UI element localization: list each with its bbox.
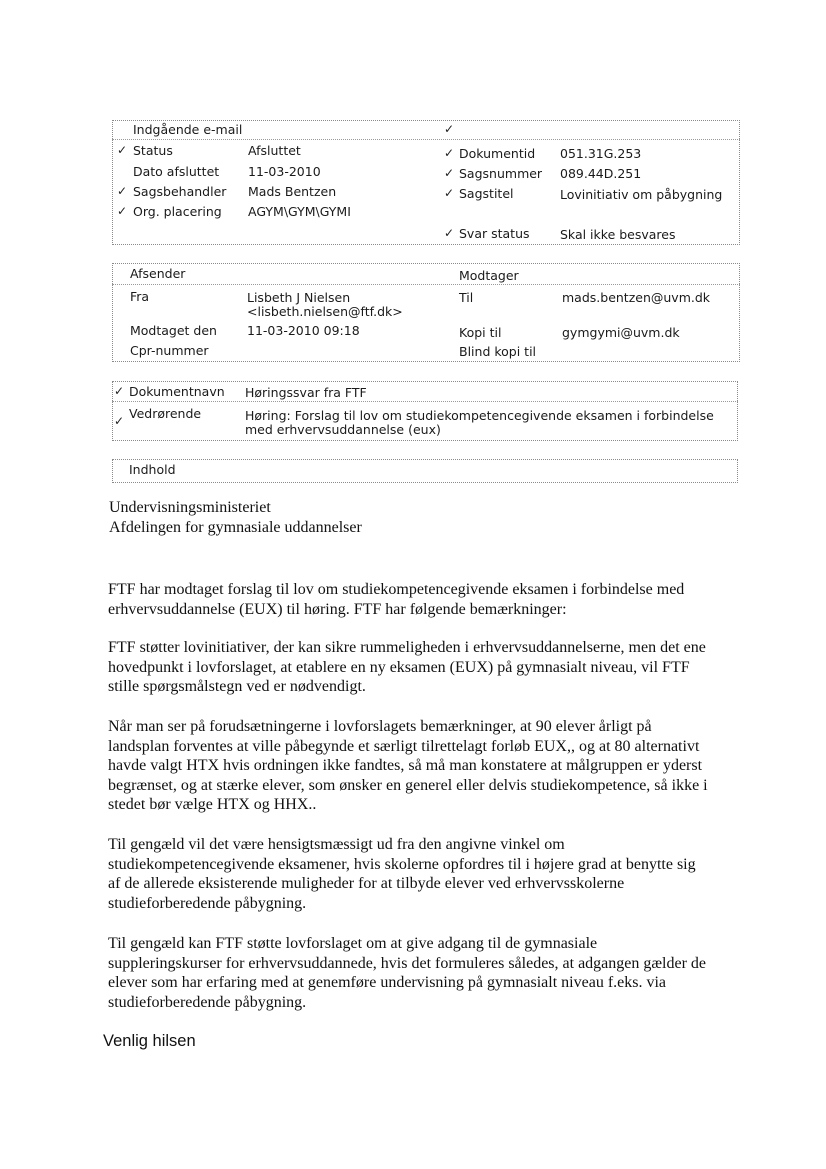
document-id-label: Dokumentid	[459, 146, 536, 161]
case-number-value: 089.44D.251	[560, 166, 642, 181]
cc-label: Kopi til	[459, 325, 502, 340]
case-title-check-icon: ✓	[444, 186, 455, 200]
org-placement-value: AGYM\GYM\GYMI	[248, 204, 351, 219]
paragraph-line: landsplan forventes at ville påbegynde et særligt tilrettelagt forløb EUX,, og at 80 alternativt	[108, 737, 700, 755]
document-id-check-icon: ✓	[444, 146, 455, 160]
received-label: Modtaget den	[130, 323, 217, 338]
paragraph-line: studiekompetencegivende eksamener, hvis skolerne opfordres til i højere grad at benytte sig	[108, 855, 696, 873]
to-label: Til	[459, 290, 474, 305]
paragraph-4	[108, 835, 748, 913]
content-label: Indhold	[129, 462, 176, 477]
from-label: Fra	[130, 289, 150, 304]
from-email: <lisbeth.nielsen@ftf.dk>	[247, 304, 403, 319]
paragraph-1	[108, 580, 748, 619]
to-value: mads.bentzen@uvm.dk	[562, 290, 711, 305]
status-check-icon: ✓	[117, 143, 128, 157]
metadata-header-check-icon: ✓	[444, 122, 455, 136]
cpr-label: Cpr-nummer	[130, 343, 209, 358]
paragraph-line: af de allerede eksisterende muligheder for at tilbyde elever ved erhvervsskolerne	[108, 875, 625, 893]
address-line-1: Undervisningsministeriet	[109, 499, 271, 516]
paragraph-line: studieforberedende påbygning.	[108, 894, 307, 912]
document-name-label: Dokumentnavn	[129, 384, 225, 399]
status-label: Status	[133, 143, 173, 158]
paragraph-line: Når man ser på forudsætningerne i lovforslagets bemærkninger, at 90 elever årligt på	[108, 718, 652, 735]
reply-status-value: Skal ikke besvares	[560, 227, 676, 242]
case-number-check-icon: ✓	[444, 166, 455, 180]
address-line-2: Afdelingen for gymnasiale uddannelser	[109, 519, 362, 536]
case-title-value: Lovinitiativ om påbygning	[560, 187, 723, 202]
document-divider	[112, 401, 738, 402]
paragraph-2	[108, 638, 748, 697]
recipient-header: Modtager	[459, 268, 519, 283]
closing-greeting: Venlig hilsen	[103, 1032, 196, 1050]
paragraph-line: elever som har erfaring med at genemføre undervisning på gymnasialt niveau f.eks. via	[108, 974, 667, 992]
org-placement-label: Org. placering	[133, 204, 222, 219]
paragraph-5	[108, 934, 748, 1012]
paragraph-line: FTF har modtaget forslag til lov om studiekompetencegivende eksamen i forbindelse med	[108, 581, 685, 598]
content-box	[112, 459, 738, 483]
status-value: Afsluttet	[248, 143, 301, 158]
document-name-value: Høringssvar fra FTF	[245, 385, 367, 400]
received-value: 11-03-2010 09:18	[247, 323, 360, 338]
caseworker-value: Mads Bentzen	[248, 184, 337, 199]
paragraph-line: studieforberedende påbygning.	[108, 993, 307, 1011]
paragraph-line: suppleringskurser for erhvervsuddannede, hvis det formuleres således, at adgangen gælder de	[108, 954, 707, 972]
paragraph-line: Til gengæld kan FTF støtte lovforslaget om at give adgang til de gymnasiale	[108, 935, 598, 952]
paragraph-line: stille spørgsmålstegn ved er nødvendigt.	[108, 678, 366, 696]
regarding-check-icon: ✓	[114, 414, 125, 428]
case-title-label: Sagstitel	[459, 186, 514, 201]
case-number-label: Sagsnummer	[459, 166, 543, 181]
regarding-label: Vedrørende	[129, 406, 202, 421]
paragraph-3	[108, 717, 748, 815]
paragraph-line: FTF støtter lovinitiativer, der kan sikre rummeligheden i erhvervsuddannelserne, men det ene	[108, 639, 706, 656]
document-id-value: 051.31G.253	[560, 146, 642, 161]
paragraph-line: havde valgt HTX hvis ordningen ikke fandtes, så må man konstatere at målgruppen er yderst	[108, 757, 703, 775]
paragraph-line: erhvervsuddannelse (EUX) til høring. FTF har følgende bemærkninger:	[108, 600, 567, 618]
date-closed-label: Dato afsluttet	[133, 164, 220, 179]
reply-status-label: Svar status	[459, 226, 530, 241]
regarding-line-1: Høring: Forslag til lov om studiekompetencegivende eksamen i forbindelse	[245, 408, 714, 423]
paragraph-line: hovedpunkt i lovforslaget, at etablere en ny eksamen (EUX) på gymnasialt niveau, vil FTF	[108, 658, 690, 676]
paragraph-line: stedet bør vælge HTX og HHX..	[108, 796, 317, 814]
from-name: Lisbeth J Nielsen	[247, 290, 351, 305]
paragraph-line: begrænset, og at stærke elever, som ønsker en generel eller delvis studiekompetence, så ikke i	[108, 776, 708, 794]
sender-header-divider	[112, 284, 740, 285]
caseworker-check-icon: ✓	[117, 184, 128, 198]
metadata-header-divider	[112, 139, 740, 140]
regarding-line-2: med erhvervsuddannelse (eux)	[245, 422, 441, 437]
sender-header: Afsender	[130, 266, 186, 281]
paragraph-line: Til gengæld vil det være hensigtsmæssigt ud fra den angivne vinkel om	[108, 836, 565, 853]
metadata-header-label: Indgående e-mail	[133, 122, 243, 137]
document-name-check-icon: ✓	[114, 384, 125, 398]
date-closed-value: 11-03-2010	[248, 164, 321, 179]
reply-status-check-icon: ✓	[444, 226, 455, 240]
cc-value: gymgymi@uvm.dk	[562, 325, 680, 340]
caseworker-label: Sagsbehandler	[133, 184, 227, 199]
org-placement-check-icon: ✓	[117, 204, 128, 218]
bcc-label: Blind kopi til	[459, 344, 537, 359]
